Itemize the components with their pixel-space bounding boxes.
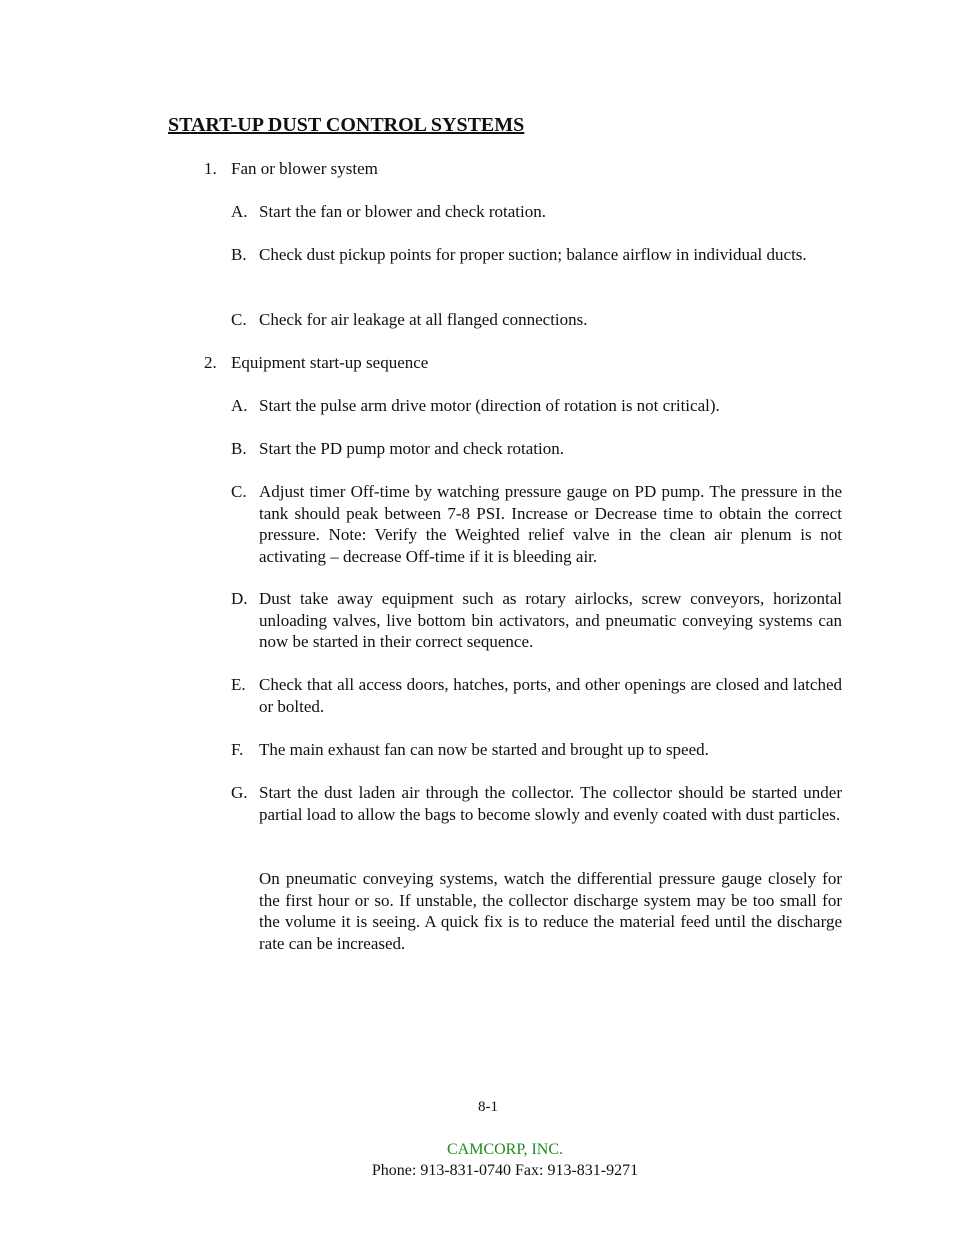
item-letter: B. <box>231 245 247 264</box>
item-letter: F. <box>231 740 244 759</box>
item-text: Start the dust laden air through the collector. The collector should be started under partial load to allow the bags to become slowly and evenly coated with dust particles. <box>259 783 842 824</box>
page-number: 8-1 <box>478 1099 498 1115</box>
item-text: Adjust timer Off-time by watching pressure gauge on PD pump. The pressure in the tank should peak between 7-8 PSI. Increase or Decrease time to obtain the correct pressure. Note: Verify the Weighted relief valve in the clean air plenum is not activating – decrease Off-time if it is bleeding air. <box>259 482 842 566</box>
item-letter: D. <box>231 589 248 608</box>
section-number: 1. <box>204 159 217 178</box>
item-text: Dust take away equipment such as rotary airlocks, screw conveyors, horizontal unloading valves, live bottom bin activators, and pneumatic conveying systems can now be started in their correct sequence. <box>259 589 842 651</box>
section-number: 2. <box>204 353 217 372</box>
page-title: START-UP DUST CONTROL SYSTEMS <box>168 114 525 136</box>
section-label: Equipment start-up sequence <box>231 353 429 372</box>
item-text: Start the PD pump motor and check rotation. <box>259 439 564 458</box>
note-paragraph: On pneumatic conveying systems, watch the differential pressure gauge closely for the first hour or so. If unstable, the collector discharge system may be too small for the volume it is seeing. A quick fix is to reduce the material feed until the discharge rate can be increased. <box>259 869 842 953</box>
item-text: Check that all access doors, hatches, ports, and other openings are closed and latched or bolted. <box>259 675 842 716</box>
item-letter: C. <box>231 482 247 501</box>
item-letter: E. <box>231 675 246 694</box>
company-name: CAMCORP, INC. <box>446 1141 564 1158</box>
item-letter: B. <box>231 439 247 458</box>
item-letter: A. <box>231 396 248 415</box>
item-letter: G. <box>231 783 248 802</box>
item-text: Check dust pickup points for proper suction; balance airflow in individual ducts. <box>259 245 807 264</box>
item-letter: A. <box>231 202 248 221</box>
item-text: Check for air leakage at all flanged connections. <box>259 310 588 329</box>
section-label: Fan or blower system <box>231 159 378 178</box>
contact-info: Phone: 913-831-0740 Fax: 913-831-9271 <box>371 1162 639 1179</box>
item-letter: C. <box>231 310 247 329</box>
item-text: The main exhaust fan can now be started and brought up to speed. <box>259 740 709 759</box>
item-text: Start the fan or blower and check rotation. <box>259 202 547 221</box>
item-text: Start the pulse arm drive motor (direction of rotation is not critical). <box>259 396 720 415</box>
